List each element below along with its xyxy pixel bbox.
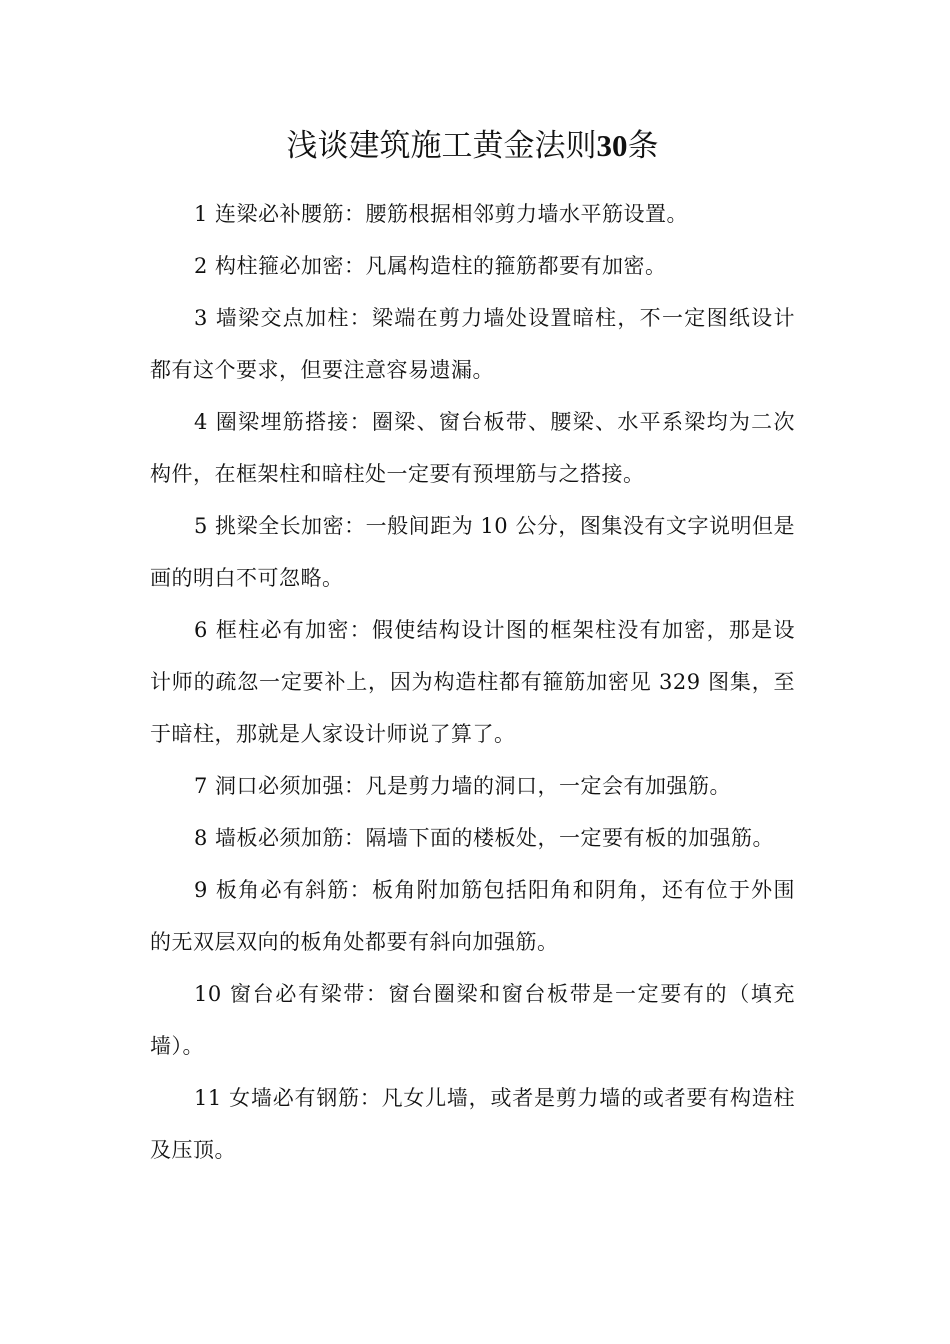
paragraph-5: 5 挑梁全长加密：一般间距为 10 公分，图集没有文字说明但是画的明白不可忽略。 (150, 514, 795, 590)
paragraph-8: 8 墙板必须加筋：隔墙下面的楼板处，一定要有板的加强筋。 (194, 826, 775, 850)
document-title (150, 122, 795, 170)
paragraph-11: 11 女墙必有钢筋：凡女儿墙，或者是剪力墙的或者要有构造柱及压顶。 (150, 1086, 795, 1162)
paragraph-1: 1 连梁必补腰筋：腰筋根据相邻剪力墙水平筋设置。 (194, 202, 689, 226)
title-number: 30 (596, 128, 628, 163)
paragraph-2: 2 构柱箍必加密：凡属构造柱的箍筋都要有加密。 (194, 254, 667, 278)
title-text: 浅谈建筑施工黄金法则 (286, 128, 597, 164)
paragraph-7: 7 洞口必须加强：凡是剪力墙的洞口，一定会有加强筋。 (194, 774, 732, 798)
document-body (150, 188, 795, 1176)
paragraph-6: 6 框柱必有加密：假使结构设计图的框架柱没有加密，那是设计师的疏忽一定要补上，因为构造柱都有箍筋加密见 329 图集，至于暗柱，那就是人家设计师说了算了。 (150, 618, 795, 746)
paragraph-4: 4 圈梁埋筋搭接：圈梁、窗台板带、腰梁、水平系梁均为二次构件，在框架柱和暗柱处一定要有预埋筋与之搭接。 (150, 410, 795, 486)
paragraph-10: 10 窗台必有梁带：窗台圈梁和窗台板带是一定要有的（填充墙）。 (150, 982, 795, 1058)
paragraph-9: 9 板角必有斜筋：板角附加筋包括阳角和阴角，还有位于外围的无双层双向的板角处都要有斜向加强筋。 (150, 878, 795, 954)
paragraph-3: 3 墙梁交点加柱：梁端在剪力墙处设置暗柱，不一定图纸设计都有这个要求，但要注意容易遗漏。 (150, 306, 795, 382)
title-suffix: 条 (627, 128, 659, 164)
